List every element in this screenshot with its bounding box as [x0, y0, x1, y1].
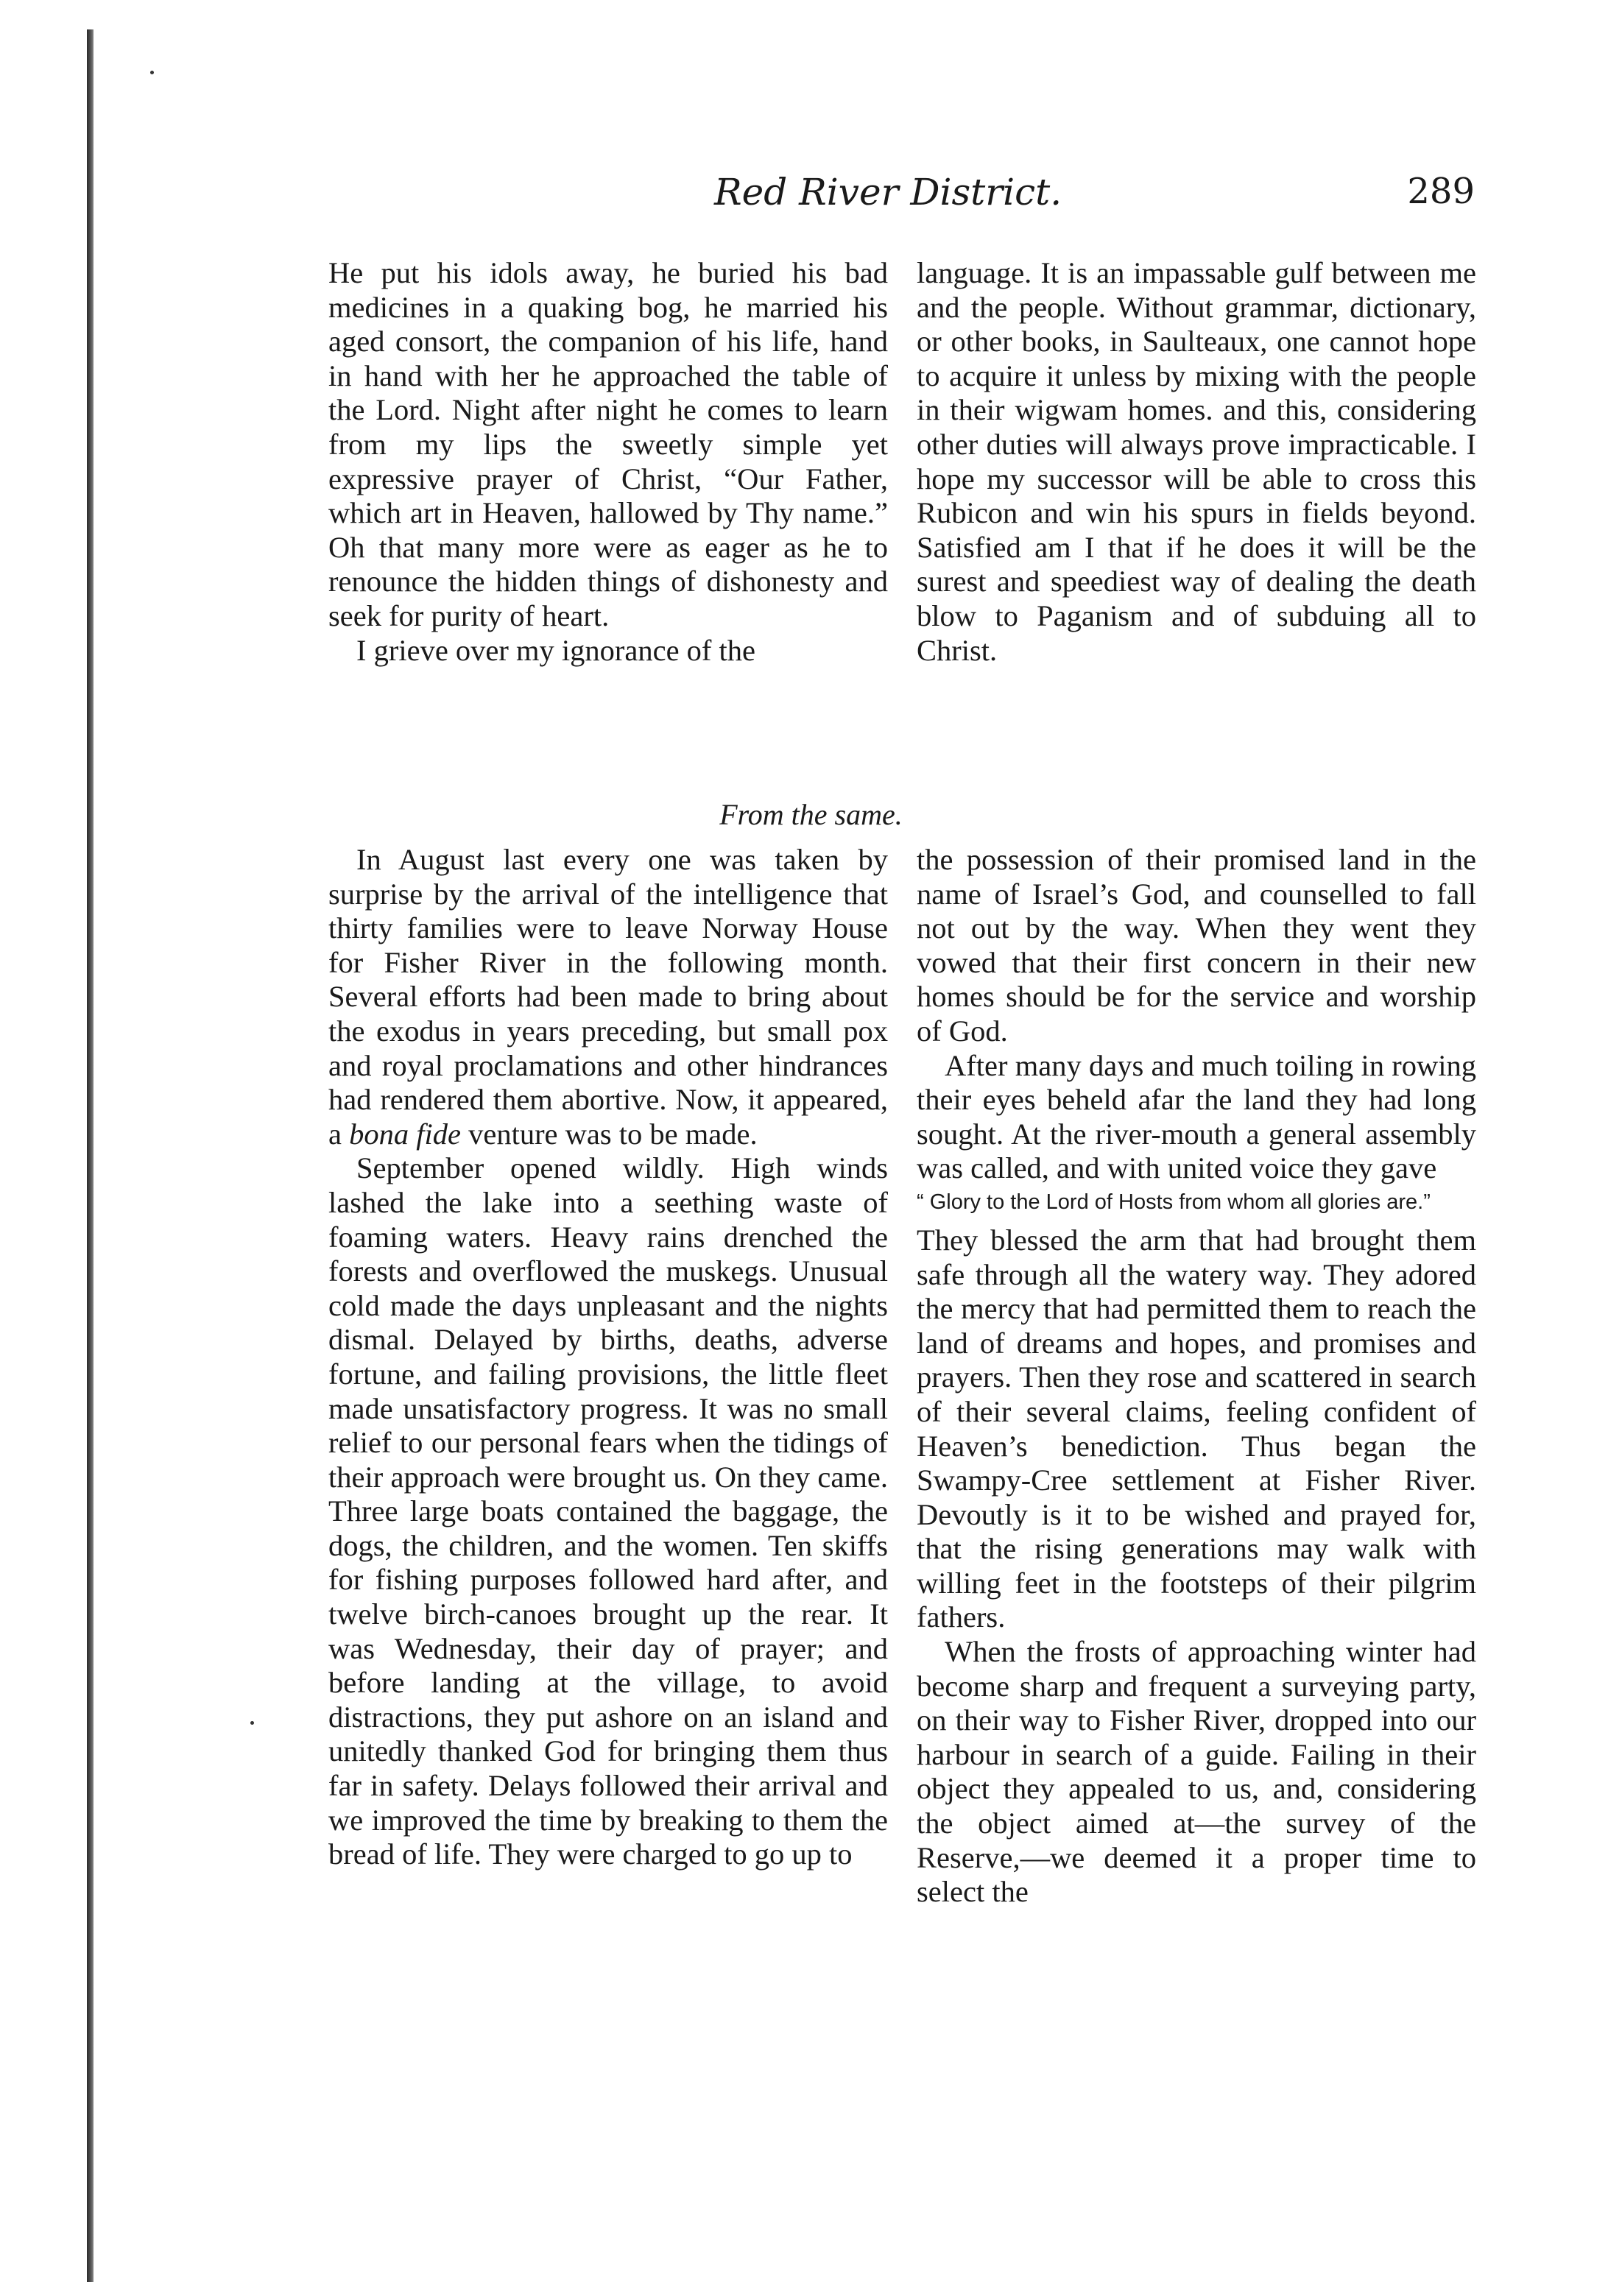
paragraph: language. It is an impassable gulf between me and the people. Without grammar, dictionary, or other books, in Saulteaux, one cannot hope to acquire it unless by mixing with the people in their wigwam homes. and this, considering other duties will always prove impracticable. I hope my successor will be able to cross this Rubicon and win his spurs in fields beyond. Satisfied am I that if he does it will be the surest and speediest way of dealing the death blow to Paganism and of subduing all to Christ. — [917, 256, 1476, 667]
quotation — [917, 1190, 1476, 1215]
quotation-text: “ Glory to the Lord of Hosts from whom all glories are.” — [917, 1190, 1431, 1214]
page-number: 289 — [1407, 171, 1475, 212]
bottom-right-column — [917, 843, 1476, 1910]
paragraph: He put his idols away, he buried his bad medicines in a quaking bog, he married his aged consort, the companion of his life, hand in hand with her he approached the table of the Lord. Night after night he comes to learn from my lips the sweetly simple yet expressive prayer of Christ, “Our Father, which art in Heaven, hallowed by Thy name.” Oh that many more were as eager as he to renounce the hidden things of dishonesty and seek for purity of heart. — [328, 256, 888, 632]
running-title: Red River District. — [714, 171, 1062, 213]
italic-phrase: bona fide — [349, 1117, 461, 1151]
speck — [250, 1721, 254, 1725]
paragraph: They blessed the arm that had brought them safe through all the watery way. They adored the mercy that had permitted them to reach the land of dreams and hopes, and promises and prayers. Then they rose and scattered in search of their several claims, feeling confident of Heaven’s benediction. Thus began the Swampy-Cree settlement at Fisher River. Devoutly is it to be wished and prayed for, that the rising generations may walk with willing feet in the footsteps of their pilgrim fathers. — [917, 1223, 1476, 1634]
paragraph: I grieve over my ignorance of the — [356, 633, 756, 667]
bottom-left-column — [328, 843, 888, 1872]
paragraph: When the frosts of approaching winter had become sharp and frequent a surveying party, on their way to Fisher River, dropped into our harbour in search of a guide. Failing in their object they appealed to us, and, considering the object aimed at—the survey of the Reserve,—we deemed it a proper time to select the — [917, 1635, 1476, 1909]
paragraph: After many days and much toiling in rowing their eyes beheld afar the land they had long sought. At the river-mouth a general assembly was called, and with united voice they gave — [917, 1048, 1476, 1185]
paragraph — [328, 1151, 888, 1871]
top-left-column — [328, 256, 888, 668]
binding-edge — [87, 29, 94, 2282]
paragraph — [328, 843, 888, 1151]
speck — [150, 71, 154, 74]
section-heading: From the same. — [719, 798, 903, 831]
top-right-column — [917, 256, 1476, 668]
paragraph: the possession of their promised land in the name of Israel’s God, and counselled to fall not out by the way. When they went they vowed that their first concern in their new homes should be for the service and worship of God. — [917, 843, 1476, 1048]
paragraph-text: venture was to be made. — [460, 1117, 758, 1151]
page-header — [0, 171, 1622, 222]
paragraph-text: In August last every one was taken by surprise by the arrival of the intelligence that thirty families were to leave Norway House for Fisher River in the following month. Several efforts had been made to bring about the exodus in years preceding, but small pox and royal proclamations and other hindrances had rendered them abortive. Now, it appeared, a — [328, 843, 888, 1151]
paragraph-text: September opened wildly. High winds lashed the lake into a seething waste of foaming waters. Heavy rains drenched the forests and overflowed the muskegs. Unusual cold made the days unpleasant and the nights dismal. Delayed by births, deaths, adverse fortune, and failing provisions, the little fleet made unsatisfactory progress. It was no small relief to our personal fears when the tidings of their approach were brought us. On they came. Three large boats contained the baggage, the dogs, the children, and the women. Ten skiffs for fishing purposes followed hard after, and twelve birch-canoes brought up the rear. It was Wednesday, their day of prayer; and before landing at the village, to avoid distractions, they put ashore on an island and unitedly thanked God for bringing them thus far in safety. Delays followed their arrival and we improved the time by breaking to them the bread of life. They were charged to go up to — [328, 1151, 888, 1871]
